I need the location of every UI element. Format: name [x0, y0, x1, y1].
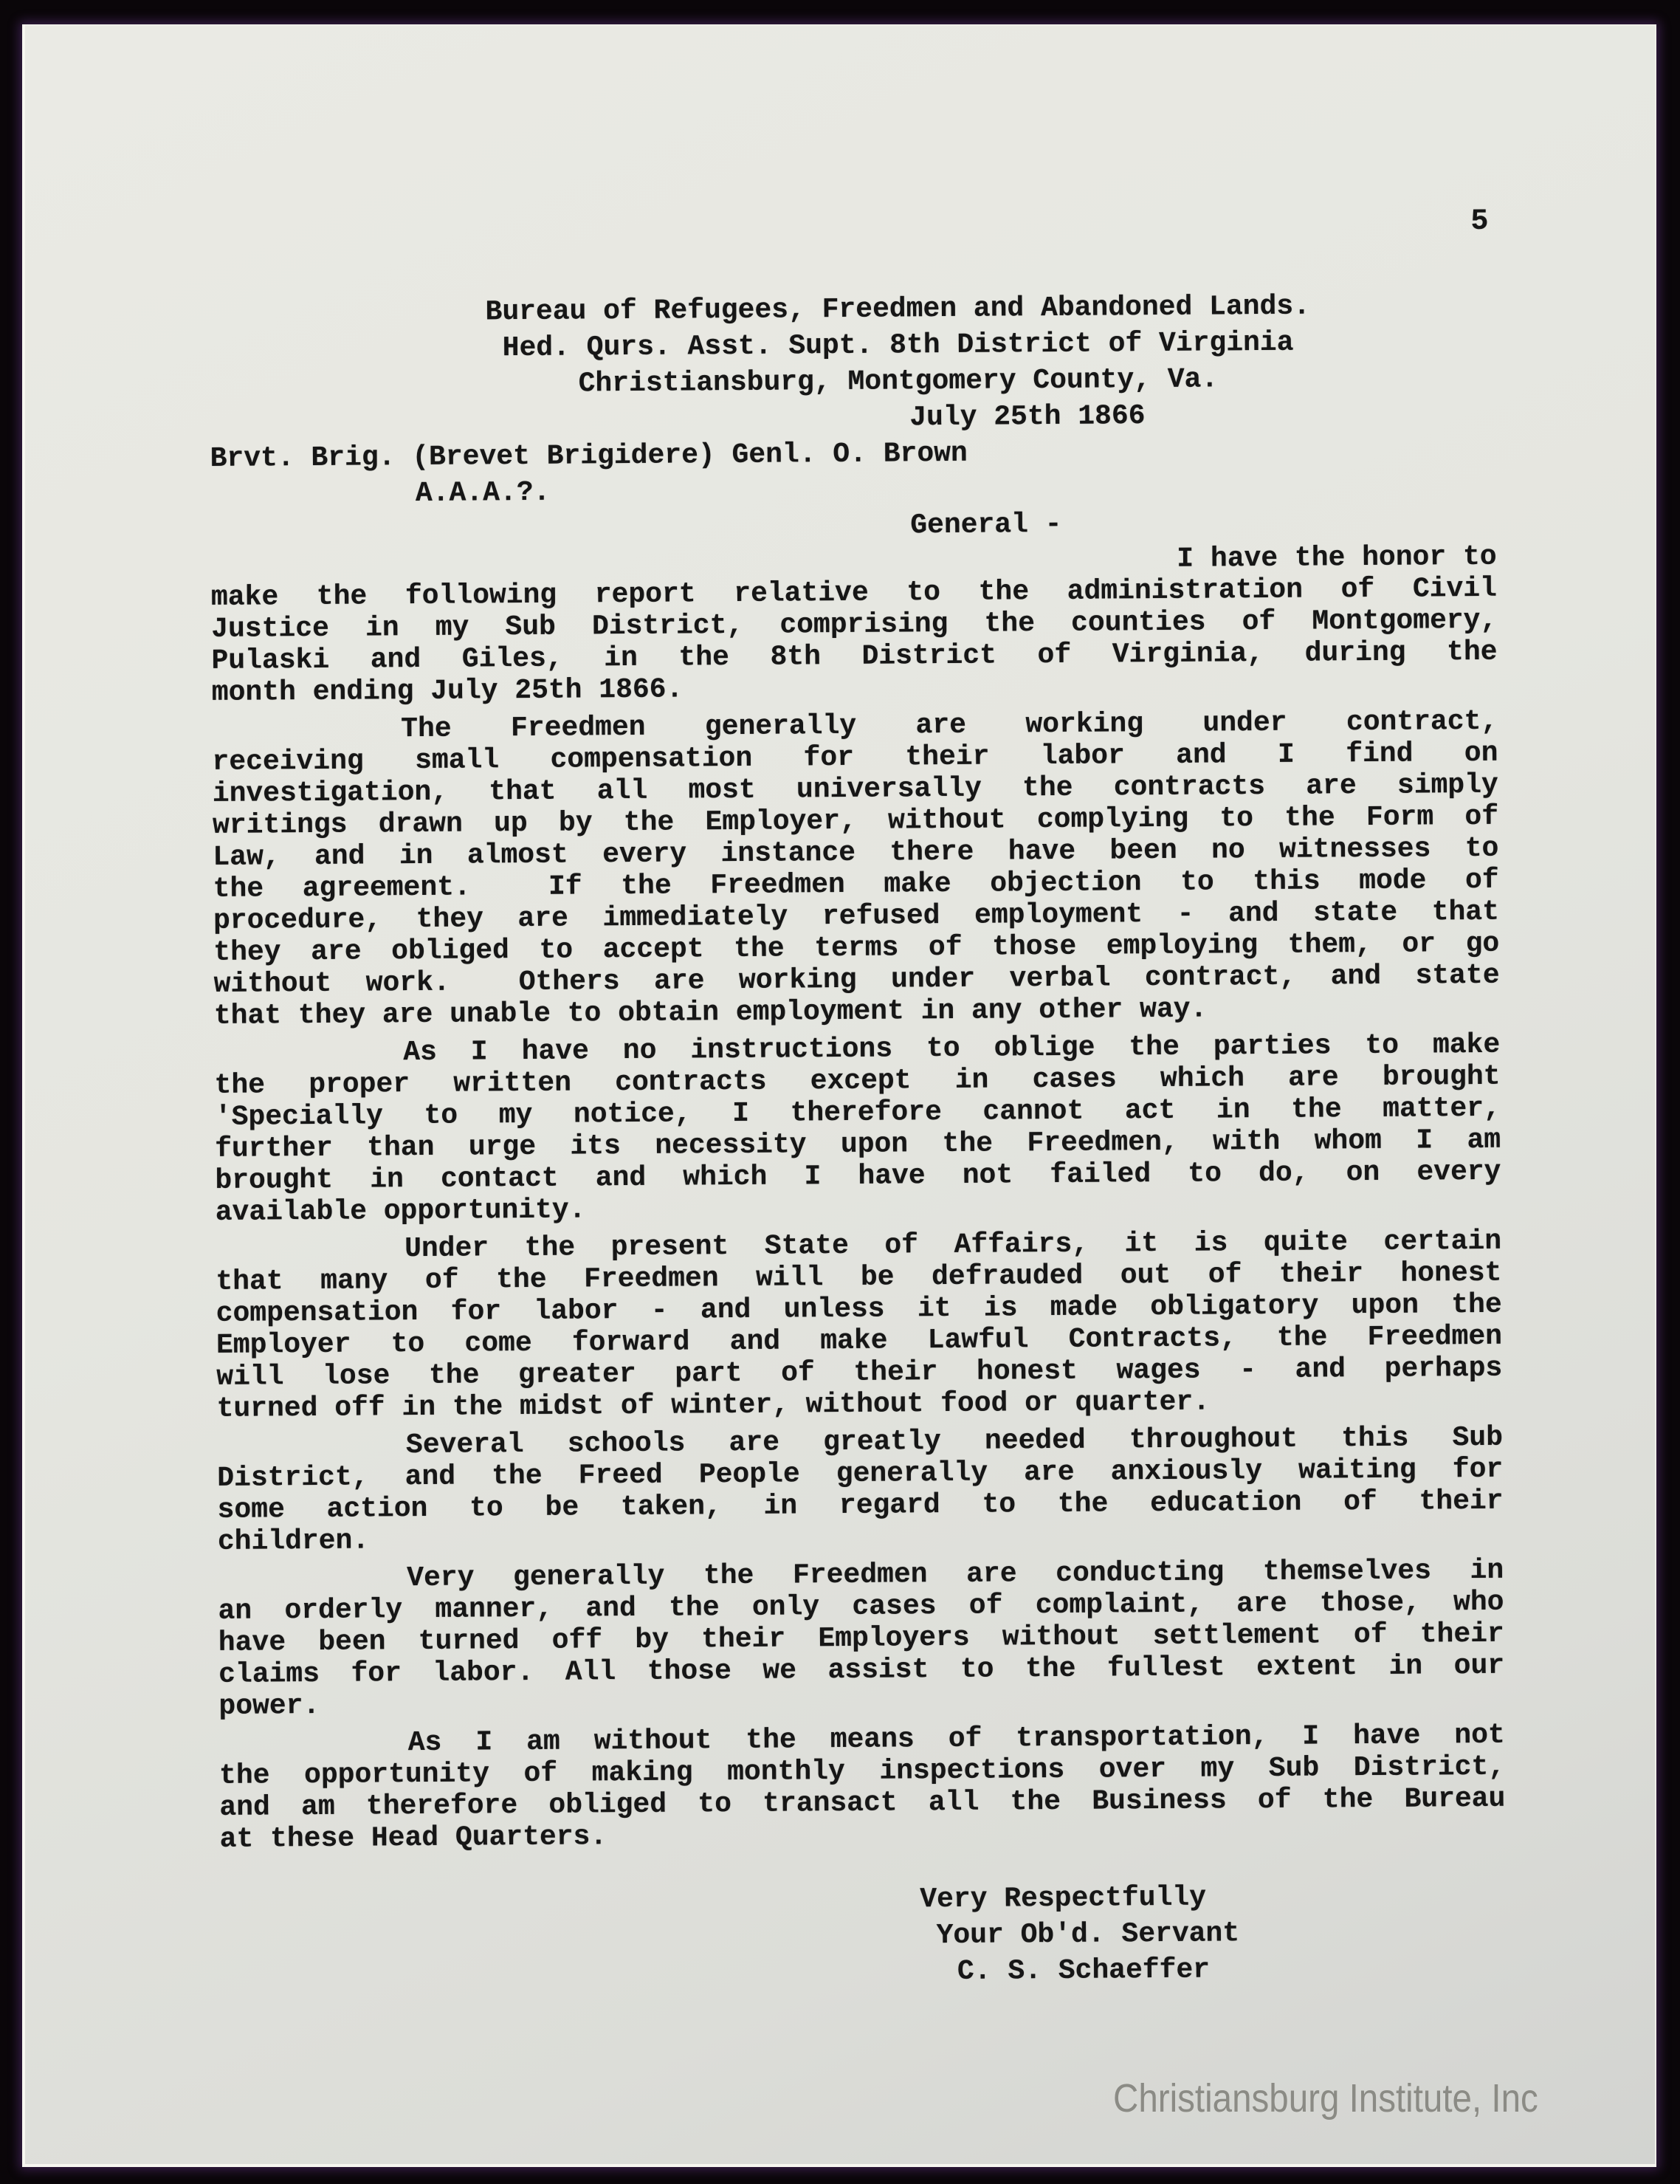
letter-line: Under the present State of Affairs, it is quite certain	[404, 1225, 1502, 1266]
heading-line: Christiansburg, Montgomery County, Va.	[578, 363, 1219, 400]
date-line: July 25th 1866	[909, 400, 1146, 434]
letter-line: receiving small compensation for their labor and I find on	[212, 737, 1498, 778]
paragraph	[212, 706, 1500, 1032]
watermark: Christiansburg Institute, Inc	[1113, 2076, 1538, 2121]
letter-line: will lose the greater part of their honest wages - and perhaps	[216, 1352, 1503, 1393]
heading-line: Bureau of Refugees, Freedmen and Abandoned Lands.	[485, 290, 1311, 329]
letter-line: Employer to come forward and make Lawful Contracts, the Freedmen	[216, 1320, 1503, 1361]
paragraph	[218, 1555, 1504, 1723]
paragraph	[219, 1720, 1506, 1855]
paragraph	[214, 1029, 1501, 1229]
letter-line: at these Head Quarters.	[219, 1821, 607, 1855]
closing-line: Your Ob'd. Servant	[936, 1917, 1240, 1952]
letter-line: the proper written contracts except in cases which are brought	[214, 1060, 1501, 1102]
letter-line: Several schools are greatly needed throughout this Sub	[405, 1421, 1504, 1462]
page-number: 5	[1470, 205, 1489, 239]
letter-line: investigation, that all most universally the contracts are simply	[212, 769, 1498, 810]
closing-line: Very Respectfully	[920, 1881, 1207, 1916]
letter-body	[211, 541, 1506, 1855]
letter-line: The Freedmen generally are working under contract,	[401, 705, 1498, 746]
letter-line: children.	[217, 1525, 370, 1558]
paragraph	[211, 541, 1498, 709]
document-page	[22, 24, 1656, 2167]
addressee-line: Brvt. Brig. (Brevet Brigidere) Genl. O. Brown	[210, 437, 968, 475]
letter-line: As I have no instructions to oblige the parties to make	[403, 1029, 1501, 1069]
addressee-line-2: A.A.A.?.	[415, 476, 551, 509]
letter-line: Justice in my Sub District, comprising the counties of Montgomery,	[211, 604, 1498, 645]
letter-line: an orderly manner, and the only cases of complaint, are those, who	[218, 1586, 1504, 1627]
letter-line: some action to be taken, in regard to the education of their	[217, 1485, 1504, 1526]
letter-line: Very generally the Freedmen are conducting themselves in	[407, 1554, 1504, 1595]
salutation: General -	[910, 508, 1062, 542]
letter-line: As I am without the means of transportation, I have not	[407, 1719, 1505, 1759]
letter-line: that they are unable to obtain employment in any other way.	[213, 993, 1208, 1032]
letter-line: the opportunity of making monthly inspections over my Sub District,	[218, 1751, 1506, 1792]
letter-line: District, and the Freed People generally are anxiously waiting for	[217, 1453, 1504, 1494]
paragraph	[217, 1422, 1504, 1558]
letter-line: Law, and in almost every instance there have been no witnesses to	[213, 832, 1499, 873]
letter-line: they are obliged to accept the terms of those employing them, or go	[213, 927, 1500, 969]
letter-line: procedure, they are immediately refused employment - and state that	[213, 896, 1500, 937]
letter-heading	[255, 286, 1541, 404]
letter-line: have been turned off by their Employers without settlement of their	[218, 1618, 1504, 1659]
letter-line: Pulaski and Giles, in the 8th District of Virginia, during the	[211, 636, 1498, 677]
letter-closing	[920, 1876, 1664, 1990]
letter-line: compensation for labor - and unless it is made obligatory upon the	[216, 1288, 1502, 1330]
letter-line: claims for labor. All those we assist to the fullest extent in our	[218, 1649, 1505, 1691]
heading-line: Hed. Qurs. Asst. Supt. 8th District of Virginia	[502, 326, 1294, 365]
closing-line: C. S. Schaeffer	[957, 1954, 1211, 1988]
letter	[17, 18, 1665, 1996]
letter-line: and am therefore obliged to transact all the Business of the Bureau	[219, 1782, 1506, 1824]
letter-line: turned off in the midst of winter, without food or quarter.	[216, 1386, 1211, 1425]
letter-line: without work. Others are working under verbal contract, and state	[213, 959, 1500, 1000]
letter-line: I have the honor to	[1177, 540, 1497, 575]
letter-line: available opportunity.	[215, 1194, 586, 1229]
letter-line: the agreement. If the Freedmen make objection to this mode of	[213, 864, 1499, 905]
paragraph	[216, 1226, 1503, 1425]
letter-line: that many of the Freedmen will be defrauded out of their honest	[216, 1257, 1502, 1298]
letter-line: month ending July 25th 1866.	[211, 673, 684, 709]
letter-line: power.	[218, 1689, 320, 1723]
letter-line: writings drawn up by the Employer, without complying to the Form of	[212, 800, 1499, 842]
letter-line: 'Specially to my notice, I therefore cannot act in the matter,	[214, 1092, 1501, 1133]
letter-line: brought in contact and which I have not failed to do, on every	[215, 1155, 1501, 1197]
letter-line: make the following report relative to the administration of Civil	[210, 572, 1498, 614]
letter-line: further than urge its necessity upon the Freedmen, with whom I am	[215, 1124, 1501, 1165]
